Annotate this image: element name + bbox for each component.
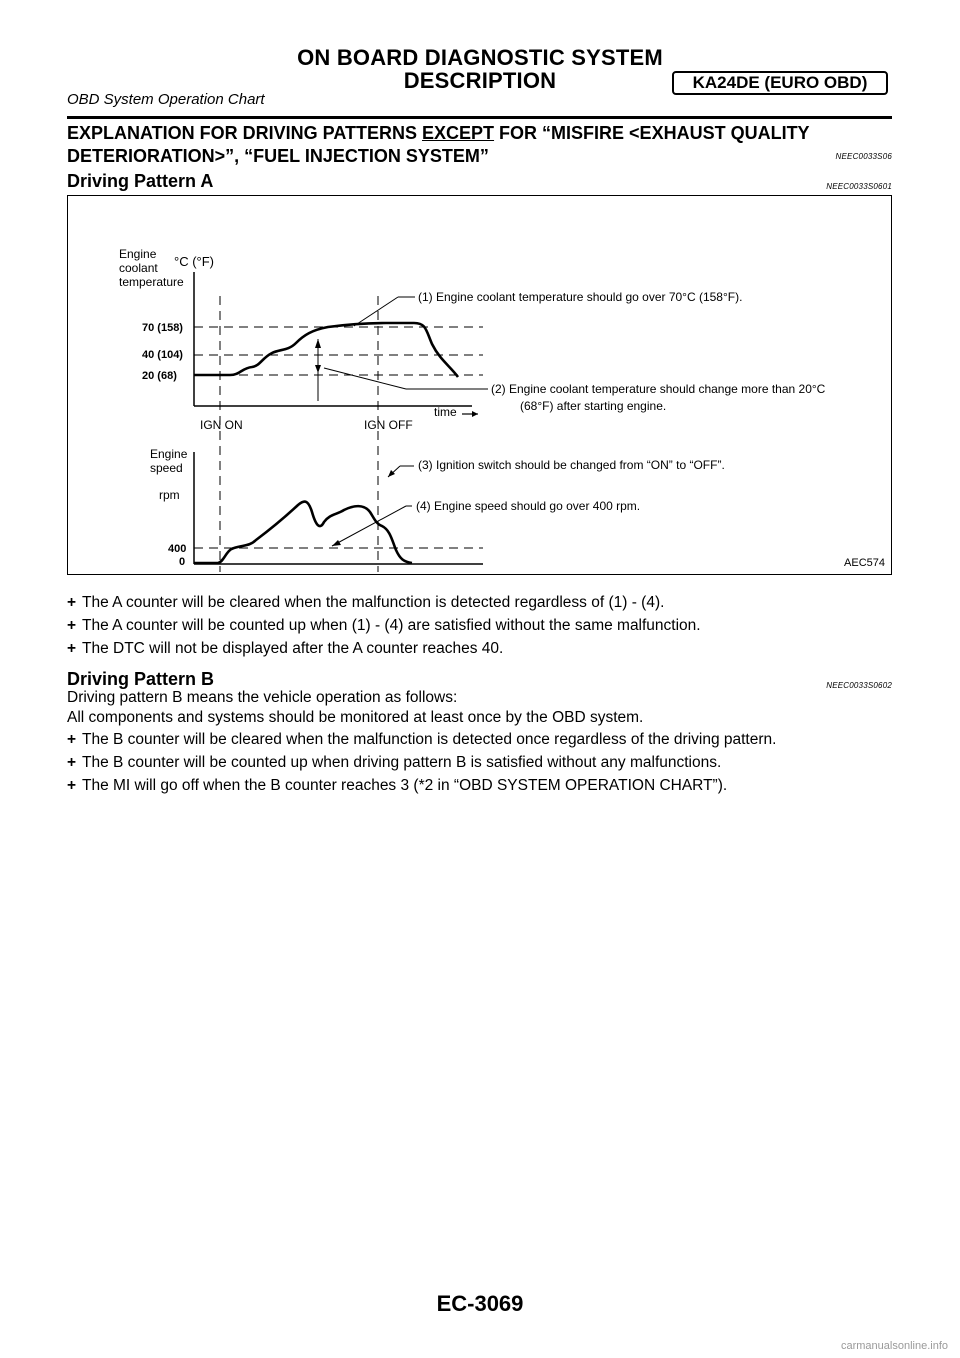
speed-tick-0: 0: [179, 556, 186, 568]
pattern-a-diagram: [68, 196, 891, 574]
temp-tick-70: 70 (158): [142, 322, 183, 334]
page-title: ON BOARD DIAGNOSTIC SYSTEM: [297, 45, 663, 70]
bullet-b-2: + The B counter will be counted up when driving pattern B is satisfied without any malfunctions.: [67, 754, 722, 771]
pattern-b-title: Driving Pattern B: [67, 669, 215, 689]
bullet-a-1: + The A counter will be cleared when the malfunction is detected regardless of (1) - (4).: [67, 594, 665, 611]
section-title: EXPLANATION FOR DRIVING PATTERNS EXCEPT FOR “MISFIRE <EXHAUST QUALITY DETERIORATION>”, “FUEL INJECTION SYSTEM”: [67, 123, 810, 166]
temp-ylabel-3: temperature: [119, 275, 184, 289]
page-title-line2: DESCRIPTION: [403, 68, 557, 93]
page-subtitle: OBD System Operation Chart: [67, 91, 265, 108]
figure-label: AEC574: [844, 557, 885, 569]
ign-off-label: IGN OFF: [364, 418, 413, 432]
note-4: (4) Engine speed should go over 400 rpm.: [416, 499, 641, 513]
watermark: carmanualsonline.info: [840, 1340, 948, 1352]
temp-ylabel-2: coolant: [119, 261, 158, 275]
bullet-mark: +: [67, 754, 77, 771]
temp-unit: °C (°F): [174, 254, 214, 269]
engine-speed-curve: [194, 502, 412, 563]
time-label: time: [434, 405, 457, 419]
note-1: (1) Engine coolant temperature should go over 70°C (158°F).: [418, 290, 743, 304]
bullet-b-1: + The B counter will be cleared when the malfunction is detected once regardless of the driving pattern.: [67, 731, 777, 748]
speed-tick-400: 400: [168, 543, 187, 555]
header-rule: [67, 116, 892, 119]
bullet-b-3: + The MI will go off when the B counter reaches 3 (*2 in “OBD SYSTEM OPERATION CHART”).: [67, 777, 728, 794]
section-code: NEEC0033S06: [835, 152, 892, 161]
pattern-b-para-2: All components and systems should be monitored at least once by the OBD system.: [67, 709, 644, 726]
engine-badge: KA24DE (EURO OBD): [672, 71, 888, 95]
note-3: (3) Ignition switch should be changed from “ON” to “OFF”.: [418, 458, 725, 472]
pattern-a-code: NEEC0033S0601: [826, 182, 892, 191]
bullet-a-2: + The A counter will be counted up when (1) - (4) are satisfied without the same malfunction.: [67, 617, 701, 634]
note-2b: (68°F) after starting engine.: [520, 399, 667, 413]
bullet-mark: +: [67, 617, 77, 634]
pattern-b-code: NEEC0033S0602: [826, 681, 892, 690]
pattern-b-para-1: Driving pattern B means the vehicle operation as follows:: [67, 689, 458, 706]
temp-ylabel-1: Engine: [119, 247, 157, 261]
page-number: EC-3069: [436, 1291, 524, 1316]
bullet-a-3: + The DTC will not be displayed after the A counter reaches 40.: [67, 640, 504, 657]
speed-ylabel-1: Engine: [150, 447, 188, 461]
speed-ylabel-2: speed: [150, 461, 183, 475]
bullet-mark: +: [67, 594, 77, 611]
bullet-mark: +: [67, 777, 77, 794]
driving-pattern-a-figure: [67, 195, 892, 575]
bullet-mark: +: [67, 640, 77, 657]
temp-tick-20: 20 (68): [142, 370, 177, 382]
bullet-mark: +: [67, 731, 77, 748]
temp-tick-40: 40 (104): [142, 349, 183, 361]
speed-unit: rpm: [159, 488, 180, 502]
ign-on-label: IGN ON: [200, 418, 243, 432]
note-2a: (2) Engine coolant temperature should change more than 20°C: [491, 382, 826, 396]
pattern-a-title: Driving Pattern A: [67, 171, 214, 191]
